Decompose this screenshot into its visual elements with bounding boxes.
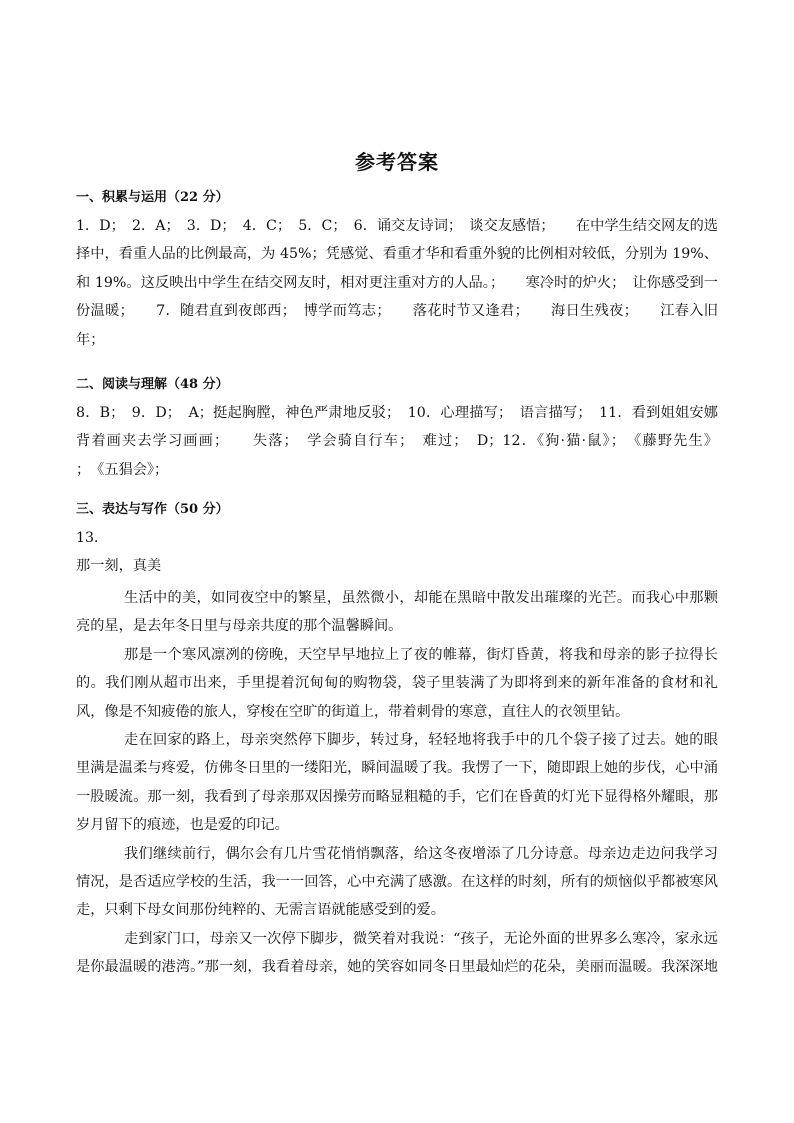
- essay-line: 一股暖流。那一刻，我看到了母亲那双因操劳而略显粗糙的手，它们在昏黄的灯光下显得格外耀眼，那: [76, 788, 718, 805]
- answer-line: 和 19%。这反映出中学生在结交网友时，相对更注重对方的人品。； 寒冷时的炉火； 让你感受到一: [76, 274, 718, 291]
- essay-body: [76, 584, 718, 981]
- answer-line: 份温暖； 7．随君直到夜郎西； 博学而笃志； 落花时节又逢君； 海日生残夜； 江春入旧: [76, 303, 718, 320]
- section-3-answers: [76, 524, 718, 581]
- section-heading-1: 一、积累与运用（22 分）: [76, 190, 229, 205]
- essay-title: 那一刻，真美: [76, 558, 162, 575]
- essay-line: 那是一个寒风凛冽的傍晚，天空早早地拉上了夜的帷幕，街灯昏黄，将我和母亲的影子拉得长: [124, 646, 718, 663]
- essay-line: 生活中的美，如同夜空中的繁星，虽然微小，却能在黑暗中散发出璀璨的光芒。而我心中那颗: [124, 590, 718, 606]
- essay-line: 走到家门口，母亲又一次停下脚步，微笑着对我说：“孩子，无论外面的世界多么寒冷，家永远: [124, 930, 718, 947]
- essay-line: 我们继续前行，偶尔会有几片雪花悄悄飘落，给这冬夜增添了几分诗意。母亲边走边问我学习: [124, 845, 718, 862]
- section-heading-3: 三、表达与写作（50 分）: [76, 502, 229, 517]
- essay-line: 走，只剩下母女间那份纯粹的、无需言语就能感受到的爱。: [76, 902, 445, 919]
- essay-line: 的。我们刚从超市出来，手里提着沉甸甸的购物袋，袋子里装满了为即将到来的新年准备的食材和礼: [76, 675, 718, 692]
- essay-line: 岁月留下的痕迹，也是爱的印记。: [76, 817, 289, 834]
- essay-line: 亮的星，是去年冬日里与母亲共度的那个温馨瞬间。: [76, 618, 403, 635]
- answer-line: 背着画夹去学习画画； 失落； 学会骑自行车； 难过； D；12．《狗·猫·鼠》； 《藤野先生》: [76, 433, 718, 450]
- essay-line: 走在回家的路上，母亲突然停下脚步，转过身，轻轻地将我手中的几个袋子接了过去。她的眼: [124, 731, 718, 748]
- essay-line: 是你最温暖的港湾。”那一刻，我看着母亲，她的笑容如同冬日里最灿烂的花朵，美丽而温暖。我深深地: [76, 959, 718, 976]
- essay-line: 情况，是否适应学校的生活，我一一回答，心中充满了感激。在这样的时刻，所有的烦恼似乎都被寒风: [76, 873, 718, 890]
- answer-line: 择中，看重人品的比例最高，为 45%；凭感觉、看重才华和看重外貌的比例相对较低，分别为 19%、: [76, 246, 718, 263]
- essay-line: 里满是温柔与疼爱，仿佛冬日里的一缕阳光，瞬间温暖了我。我愣了一下，随即跟上她的步伐，心中涌: [76, 760, 718, 777]
- answer-line: ； 《五猖会》；: [76, 461, 169, 478]
- answer-line: 年；: [76, 331, 105, 348]
- section-heading-2: 二、阅读与理解（48 分）: [76, 377, 229, 392]
- question-number: 13．: [76, 530, 109, 546]
- section-2-answers: [76, 399, 718, 484]
- answer-line: 8．B； 9．D； A；挺起胸膛，神色严肃地反驳； 10．心理描写； 语言描写； 11．看到姐姐安娜: [76, 405, 718, 421]
- section-1-answers: [76, 212, 718, 354]
- answer-line: 1．D； 2．A； 3．D； 4．C； 5．C； 6．诵交友诗词； 谈交友感悟； 在中学生结交网友的选: [76, 218, 718, 234]
- page-title: 参考答案: [355, 150, 439, 174]
- essay-line: 风，像是不知疲倦的旅人，穿梭在空旷的街道上，带着刺骨的寒意，直往人的衣领里钻。: [76, 703, 630, 720]
